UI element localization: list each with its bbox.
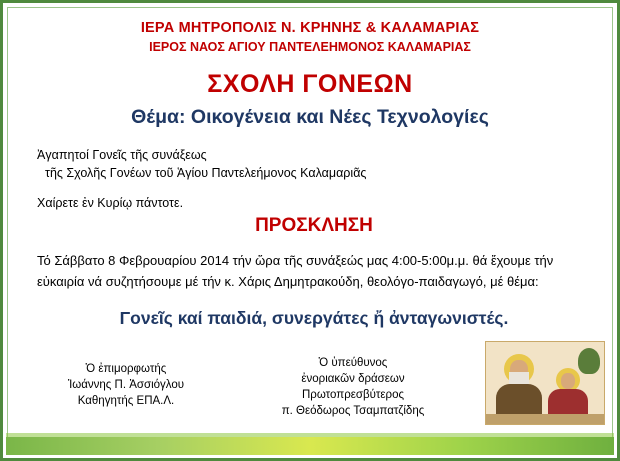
signature-middle-line-4: π. Θεόδωρος Τσαμπατζίδης (281, 405, 425, 417)
event-paragraph-line-1: Τό Σάββατο 8 Φεβρουαρίου 2014 τήν ὥρα τῆς συνάξεώς μας 4:00-5:00μ.μ. θά ἔχουμε τήν (37, 253, 554, 268)
document-body (3, 146, 617, 329)
title-block (3, 70, 617, 129)
diocese-title: ΙΕΡΑ ΜΗΤΡΟΠΟΛΙΣ Ν. ΚΡΗΝΗΣ & ΚΑΛΑΜΑΡΙΑΣ (140, 20, 480, 36)
signature-left-line-1: Ὁ ἐπιμορφωτής (85, 363, 167, 375)
signature-middle-line-3: Πρωτοπρεσβύτερος (301, 389, 405, 401)
signature-left-line-3: Καθηγητής ΕΠΑ.Λ. (77, 395, 175, 407)
invitation-heading: ΠΡΟΣΚΛΗΣΗ (255, 215, 373, 236)
parish-title: ΙΕΡΟΣ ΝΑΟΣ ΑΓΙΟΥ ΠΑΝΤΕΛΕΗΜΟΝΟΣ ΚΑΛΑΜΑΡΙΑΣ (149, 40, 471, 54)
greeting-line-1: Ἀγαπητοί Γονεῖς τῆς συνάξεως (37, 148, 207, 162)
signature-middle-line-1: Ὁ ὑπεύθυνος (318, 357, 388, 369)
orthodox-icon-image (485, 341, 605, 425)
page-title: ΣΧΟΛΗ ΓΟΝΕΩΝ (207, 70, 413, 98)
signature-middle (253, 355, 453, 419)
greeting-line-3: Χαίρετε ἐν Κυρίῳ πάντοτε. (37, 196, 184, 210)
ground-shape (486, 414, 604, 424)
greeting-line-2: τῆς Σχολῆς Γονέων τοῦ Ἁγίου Παντελεήμονος Καλαμαριᾶς (45, 166, 367, 180)
face-shape-youth (561, 373, 575, 389)
event-paragraph-line-2: εὐκαιρία νά συζητήσουμε μέ τήν κ. Χάρις Δημητρακούδη, θεολόγο-παιδαγωγό, μέ θέμα: (37, 274, 539, 289)
signature-left (31, 361, 221, 409)
bottom-gradient-band (6, 437, 614, 455)
page-subtitle: Θέμα: Οικογένεια και Νέες Τεχνολογίες (131, 106, 489, 128)
document-header (3, 3, 617, 54)
tree-shape (578, 348, 600, 374)
spacer (37, 182, 591, 194)
signature-left-line-2: Ἰωάννης Π. Ἀσσιόγλου (67, 379, 185, 391)
topic-highlight: Γονεῖς καί παιδιά, συνεργάτες ἤ ἀνταγωνιστές. (119, 308, 509, 328)
event-paragraph (37, 250, 591, 292)
signature-middle-line-2: ἐνοριακῶν δράσεων (301, 373, 405, 385)
